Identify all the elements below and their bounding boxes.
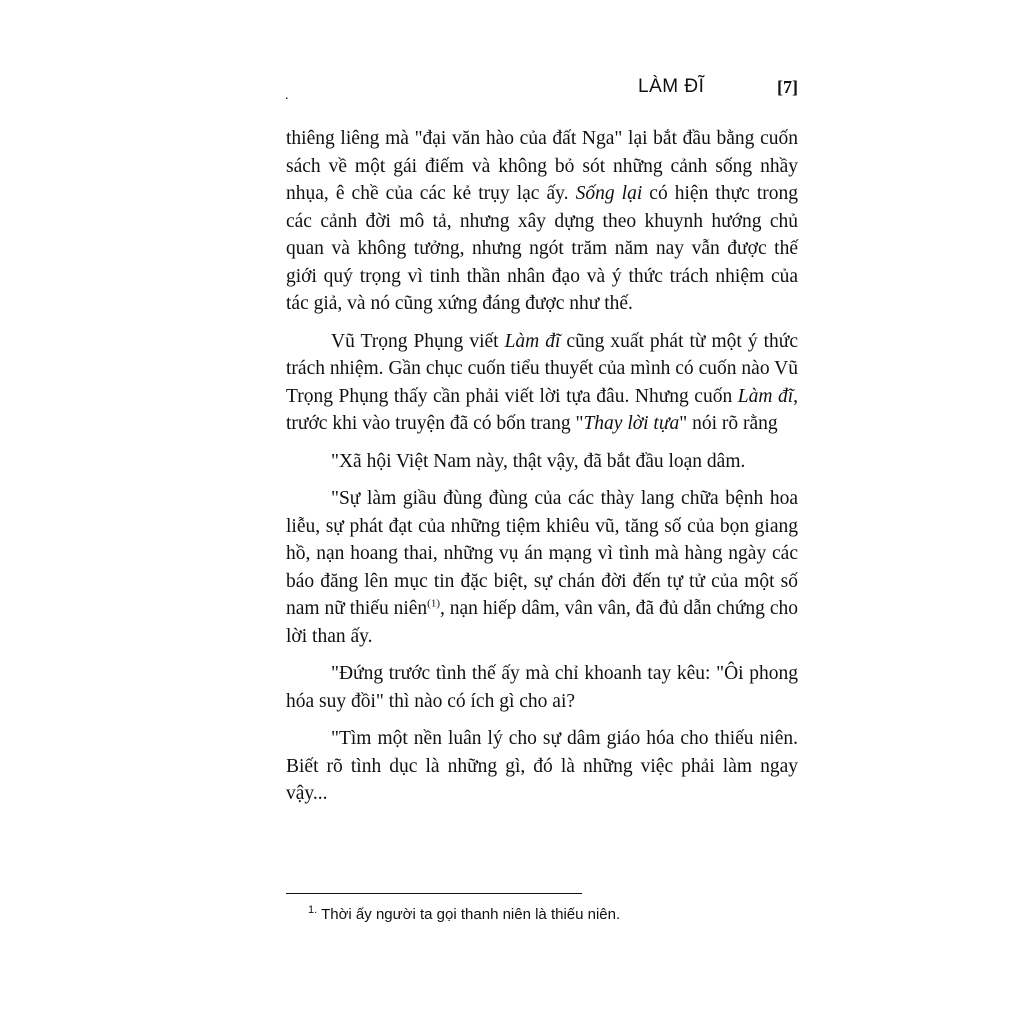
text-run: "Xã hội Việt Nam này, thật vậy, đã bắt đầu loạn dâm. [331,450,746,472]
chapter-title: LÀM ĐĨ [638,76,705,97]
text-run: "Đứng trước tình thế ấy mà chỉ khoanh tay kêu: "Ôi phong hóa suy đồi" thì nào có ích gì cho ai? [286,663,798,712]
page-number: [7] [777,77,798,97]
text-run: "Sự làm giầu đùng đùng của các thày lang chữa bệnh hoa liễu, sự phát đạt của những tiệm khiêu vũ, tăng số của bọn giang hồ, nạn hoang thai, những vụ án mạng vì tình mà hàng ngày các báo đăng lên mục tin đặc biệt, sự chán đời đến tự tử của một số nam nữ thiếu niên [286,488,798,619]
paragraph [286,660,798,715]
paragraph [286,725,798,808]
italic-title: Làm đĩ [504,330,561,352]
text-run: "Tìm một nền luân lý cho sự dâm giáo hóa cho thiếu niên. Biết rõ tình dục là những gì, đó là những việc phải làm ngay vậy... [286,728,798,804]
text-run: thiêng liêng mà "đại văn hào của đất Nga" lại bắt đầu bằng cuốn sách về một gái điếm và không bỏ sót những cảnh sống nhầy nhụa, ê chề của các kẻ trụy lạc ấy. [286,128,798,204]
italic-title: Sống lại [575,183,643,204]
paragraph [286,125,798,318]
text-run: cũng xuất phát từ một ý thức trách nhiệm. Gần chục cuốn tiểu thuyết của mình có cuốn nào Vũ Trọng Phụng thấy cần phải viết lời tựa đâu. Nhưng cuốn [286,330,798,407]
running-header [560,76,800,106]
paragraph [286,328,798,438]
footnote-marker: 1. [308,904,318,916]
stray-mark: . [285,88,289,103]
footnote [308,905,620,925]
text-run: , trước khi vào truyện đã có bốn trang " [286,385,798,434]
footnote-text: Thời ấy người ta gọi thanh niên là thiếu niên. [321,906,621,923]
paragraph [286,485,798,650]
body-text [286,125,798,818]
text-run: có hiện thực trong các cảnh đời mô tả, nhưng xây dựng theo khuynh hướng chủ quan và không tưởng, nhưng ngót trăm năm nay vẫn được thế giới quý trọng vì tinh thần nhân đạo và ý thức trách nhiệm của tác giả, và nó cũng xứng đáng được như thế. [286,183,799,314]
footnote-divider [286,893,582,894]
text-run: Vũ Trọng Phụng viết [331,330,505,352]
text-run: " nói rõ rằng [679,413,778,434]
text-run: , nạn hiếp dâm, vân vân, đã đủ dẫn chứng cho lời than ấy. [286,598,798,647]
footnote-reference: (1) [427,597,440,610]
paragraph [286,448,798,476]
italic-title: Thay lời tựa [583,413,680,434]
italic-title: Làm đĩ [737,385,794,407]
